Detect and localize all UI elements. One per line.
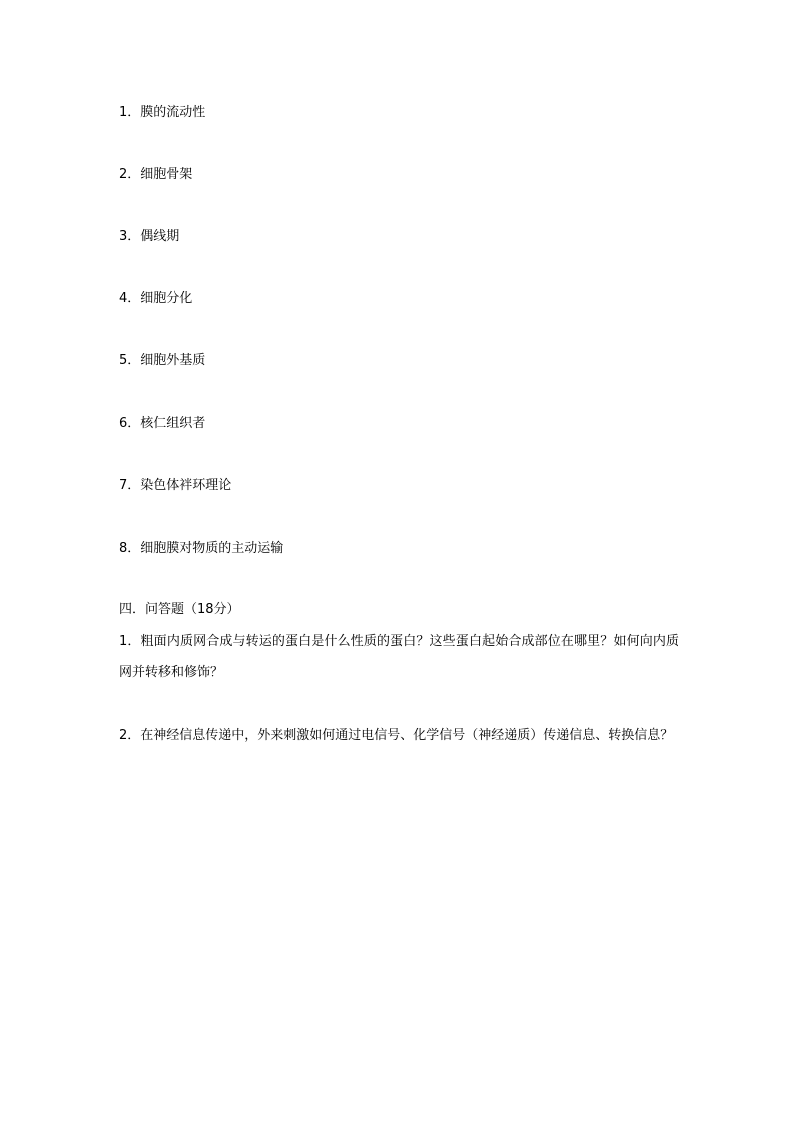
- term-4: 4．细胞分化: [119, 291, 193, 306]
- question-2: 2．在神经信息传递中，外来刺激如何通过电信号、化学信号（神经递质）传递信息、转换信息？: [119, 728, 674, 743]
- term-1: 1．膜的流动性: [119, 105, 206, 120]
- term-6: 6．核仁组织者: [119, 416, 206, 431]
- term-7: 7．染色体袢环理论: [119, 478, 232, 493]
- term-2: 2．细胞骨架: [119, 167, 193, 182]
- question-1: 1．粗面内质网合成与转运的蛋白是什么性质的蛋白？这些蛋白起始合成部位在哪里？如何向内质网并转移和修饰？: [119, 634, 679, 680]
- term-3: 3．偶线期: [119, 229, 180, 244]
- term-8: 8．细胞膜对物质的主动运输: [119, 541, 284, 556]
- section-heading: 四．问答题（18分）: [119, 602, 240, 617]
- term-5: 5．细胞外基质: [119, 353, 206, 368]
